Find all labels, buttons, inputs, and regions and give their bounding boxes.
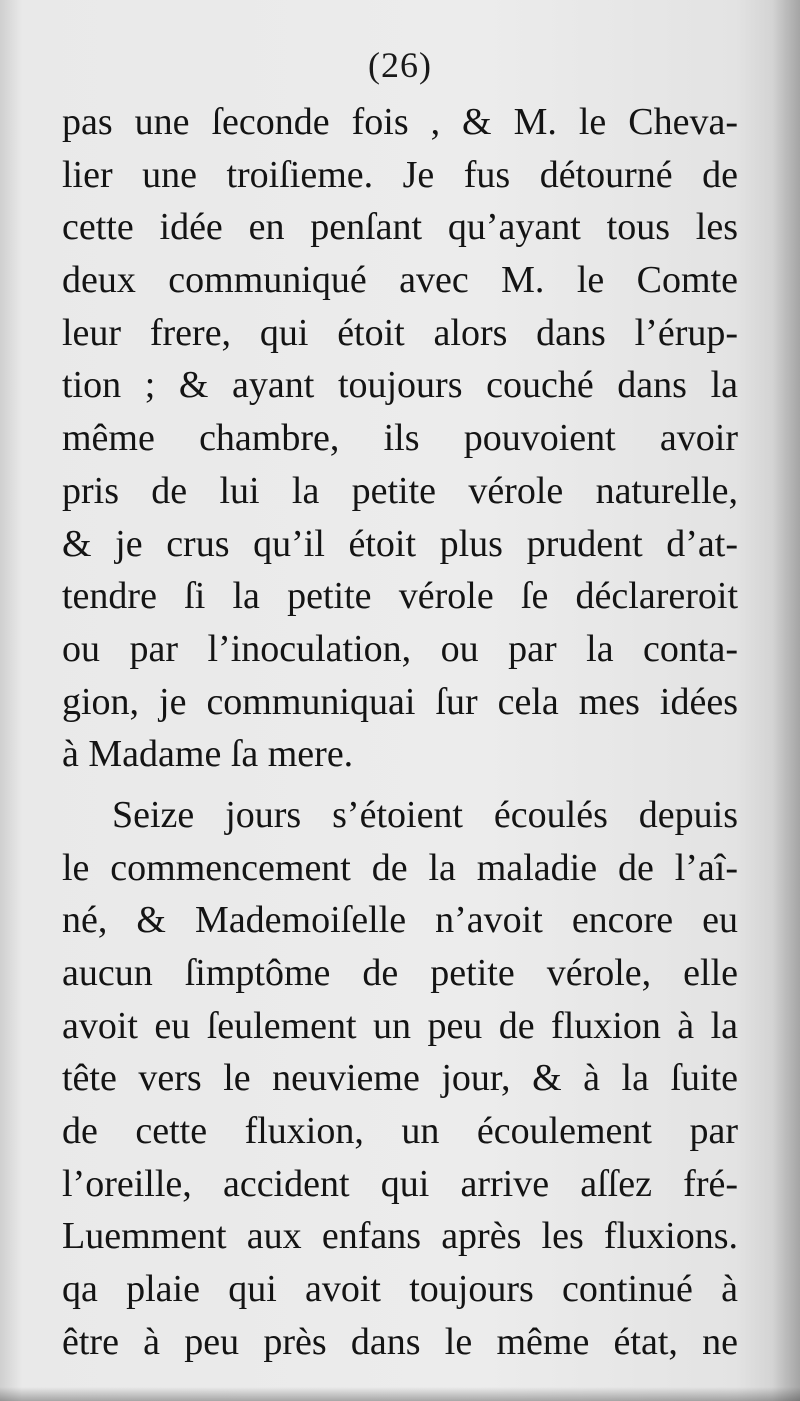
text-line: né, & Mademoiſelle n’avoit encore eu bbox=[62, 899, 738, 942]
text-line: ou par l’inoculation, ou par la conta- bbox=[62, 627, 738, 670]
text-line: être à peu près dans le même état, ne bbox=[62, 1320, 738, 1363]
text-line: & je crus qu’il étoit plus prudent d’at- bbox=[62, 522, 738, 565]
text-line: à Madame ſa mere. bbox=[62, 733, 354, 776]
text-line: tête vers le neuvieme jour, & à la ſuite bbox=[62, 1057, 738, 1100]
text-line: l’oreille, accident qui arrive aſſez fré- bbox=[62, 1162, 738, 1205]
text-line: qa plaie qui avoit toujours continué à bbox=[62, 1268, 738, 1311]
text-line: tion ; & ayant toujours couché dans la bbox=[62, 364, 738, 407]
paragraph-gap bbox=[62, 781, 738, 789]
text-line: gion, je communiquai ſur cela mes idées bbox=[62, 680, 738, 723]
text-line: avoit eu ſeulement un peu de fluxion à la bbox=[62, 1004, 738, 1047]
text-line: Luemment aux enfans après les fluxions. bbox=[62, 1215, 738, 1258]
page-edge-shadow bbox=[772, 0, 800, 1401]
text-line: aucun ſimptôme de petite vérole, elle bbox=[62, 952, 738, 994]
text-line: tendre ſi la petite vérole ſe déclareroit bbox=[62, 575, 738, 618]
page-bottom-shadow bbox=[0, 1387, 800, 1401]
text-line: de cette fluxion, un écoulement par bbox=[62, 1110, 738, 1153]
page-number: (26) bbox=[368, 45, 432, 85]
text-line: deux communiqué avec M. le Comte bbox=[62, 259, 738, 302]
text-line: pas une ſeconde fois , & M. le Cheva- bbox=[62, 101, 738, 143]
text-line: cette idée en penſant qu’ayant tous les bbox=[62, 206, 738, 249]
text-line: même chambre, ils pouvoient avoir bbox=[62, 417, 738, 460]
body-text bbox=[62, 96, 738, 1369]
text-line: leur frere, qui étoit alors dans l’érup- bbox=[62, 311, 738, 354]
text-line: Seize jours s’étoient écoulés depuis bbox=[112, 793, 738, 836]
text-line: lier une troiſieme. Je fus détourné de bbox=[62, 153, 738, 196]
text-line: le commencement de la maladie de l’aî- bbox=[62, 846, 738, 889]
text-line: pris de lui la petite vérole naturelle, bbox=[62, 469, 738, 512]
